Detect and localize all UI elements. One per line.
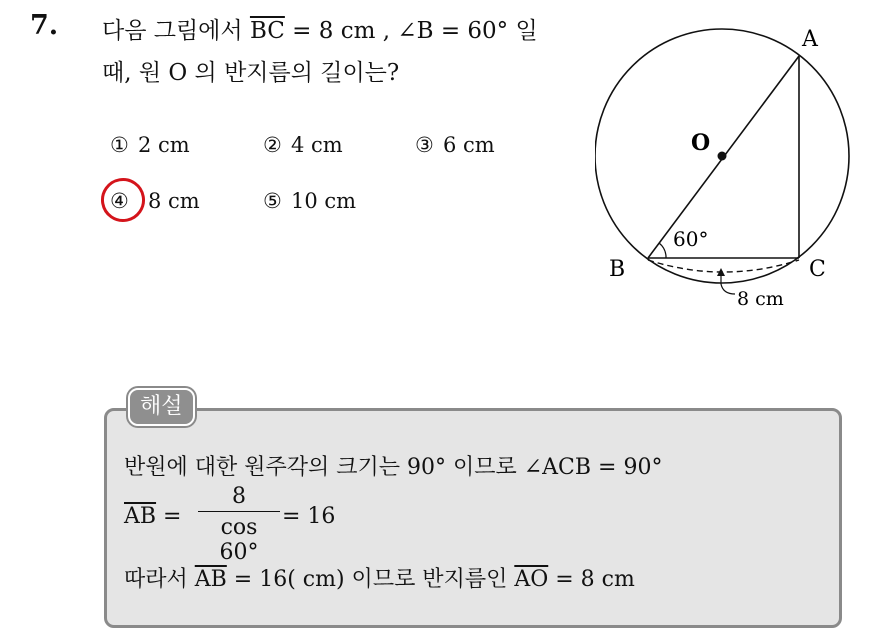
line3-text-mid: = 16( cm) 이므로 반지름인 bbox=[226, 567, 515, 592]
choice-5-text: 10 cm bbox=[291, 189, 357, 213]
label-c: C bbox=[809, 257, 826, 282]
solution-line-3 bbox=[124, 562, 635, 593]
choice-2-mark: ② bbox=[263, 133, 282, 157]
answer-circle-mark bbox=[98, 175, 149, 226]
segment-ab-2: $\overline{AB}$ bbox=[194, 567, 227, 592]
question-line-1 bbox=[102, 12, 538, 45]
line3-text: 따라서 bbox=[124, 567, 195, 592]
label-a: A bbox=[802, 27, 818, 52]
fraction-numerator: 8 bbox=[198, 484, 280, 512]
label-b: B bbox=[609, 257, 626, 282]
question-text-cont: = 8 cm , ∠B = 60° 일 bbox=[284, 18, 538, 44]
solution-line-2 bbox=[124, 504, 182, 529]
choice-4-text: 8 cm bbox=[148, 189, 200, 213]
circle-diagram bbox=[595, 22, 865, 322]
choice-1-mark: ① bbox=[110, 133, 129, 157]
line3-text-end: = 8 cm bbox=[548, 567, 635, 592]
question-text: 다음 그림에서 bbox=[102, 18, 250, 44]
choice-2[interactable] bbox=[263, 133, 343, 157]
choice-1[interactable] bbox=[110, 133, 190, 157]
question-number: 7. bbox=[30, 10, 59, 41]
segment-ao: $\overline{AO}$ bbox=[514, 567, 549, 592]
choice-4-mark: ④ bbox=[110, 189, 129, 213]
fraction-denominator: cos 60° bbox=[219, 515, 259, 565]
solution-result: = 16 bbox=[282, 504, 336, 529]
fraction bbox=[198, 484, 280, 565]
solution-line-1: 반원에 대한 원주각의 크기는 90° 이므로 ∠ACB = 90° bbox=[124, 455, 663, 480]
label-o: O bbox=[691, 130, 711, 156]
choice-5-mark: ⑤ bbox=[263, 189, 282, 213]
angle-arc bbox=[659, 243, 666, 258]
length-label: 8 cm bbox=[737, 288, 784, 310]
choice-1-text: 2 cm bbox=[138, 133, 190, 157]
center-dot bbox=[718, 152, 727, 161]
equals-sign: = bbox=[156, 504, 182, 529]
choice-2-text: 4 cm bbox=[291, 133, 343, 157]
angle-label: 60° bbox=[673, 227, 709, 251]
question-line-2: 때, 원 O 의 반지름의 길이는? bbox=[102, 60, 400, 86]
choice-3-mark: ③ bbox=[415, 133, 434, 157]
choice-3[interactable] bbox=[415, 133, 495, 157]
solution-tag: 해설 bbox=[128, 388, 195, 426]
choice-5[interactable] bbox=[263, 189, 356, 213]
segment-ab: $\overline{AB}$ bbox=[124, 504, 157, 529]
choice-3-text: 6 cm bbox=[443, 133, 495, 157]
segment-bc: $\overline{BC}$ bbox=[249, 18, 285, 44]
